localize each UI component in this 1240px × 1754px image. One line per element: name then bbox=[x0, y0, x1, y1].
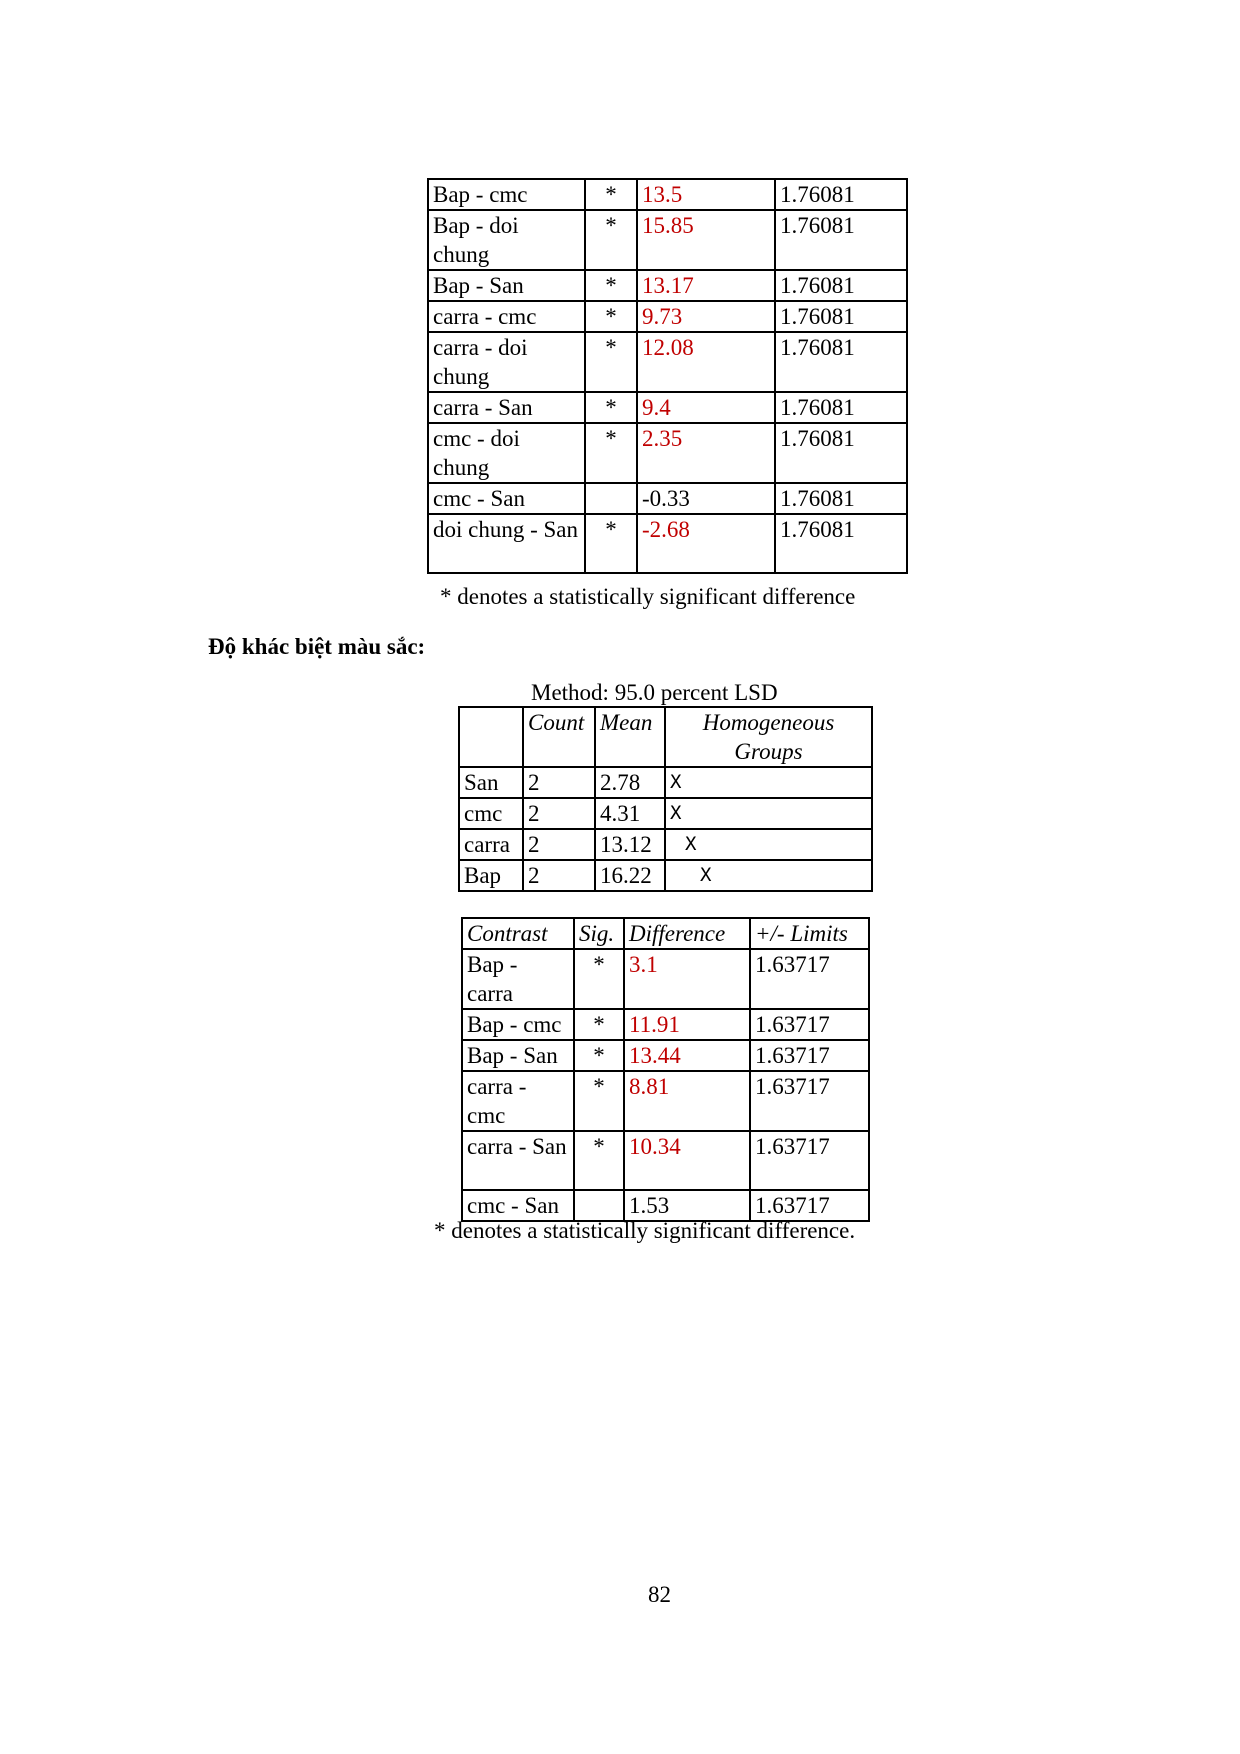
difference-cell: 12.08 bbox=[637, 332, 775, 392]
contrast-cell: Bap - cmc bbox=[462, 1009, 574, 1040]
header-sig: Sig. bbox=[574, 918, 624, 949]
difference-cell: 13.44 bbox=[624, 1040, 750, 1071]
difference-cell: 15.85 bbox=[637, 210, 775, 270]
header-difference: Difference bbox=[624, 918, 750, 949]
sig-cell: * bbox=[585, 301, 637, 332]
limit-cell: 1.76081 bbox=[775, 514, 907, 573]
label-cell: carra bbox=[459, 829, 523, 860]
group-cell bbox=[665, 829, 872, 860]
difference-cell: 10.34 bbox=[624, 1131, 750, 1190]
table-row bbox=[428, 392, 907, 423]
contrast-cell: Bap - San bbox=[428, 270, 585, 301]
header-limits: +/- Limits bbox=[750, 918, 869, 949]
difference-cell: 1.53 bbox=[624, 1190, 750, 1221]
difference-cell: 8.81 bbox=[624, 1071, 750, 1131]
difference-cell: 2.35 bbox=[637, 423, 775, 483]
limit-cell: 1.76081 bbox=[775, 332, 907, 392]
mean-cell: 2.78 bbox=[595, 767, 665, 798]
table-row bbox=[428, 301, 907, 332]
limit-cell: 1.76081 bbox=[775, 392, 907, 423]
header-groups: Homogeneous Groups bbox=[665, 707, 872, 767]
contrast-cell: Bap - San bbox=[462, 1040, 574, 1071]
contrast-cell: Bap - cmc bbox=[428, 179, 585, 210]
section-heading: Độ khác biệt màu sắc: bbox=[208, 634, 426, 659]
contrast-cell: carra - San bbox=[462, 1131, 574, 1190]
sig-cell: * bbox=[585, 514, 637, 573]
table-row bbox=[428, 514, 907, 573]
count-cell: 2 bbox=[523, 798, 595, 829]
contrast-table-1 bbox=[427, 178, 908, 574]
contrast-cell: Bap - doi chung bbox=[428, 210, 585, 270]
group-cell bbox=[665, 767, 872, 798]
table-row bbox=[428, 179, 907, 210]
page-number: 82 bbox=[648, 1582, 671, 1607]
table-row bbox=[462, 1071, 869, 1131]
table-row bbox=[428, 270, 907, 301]
contrast-cell: carra - cmc bbox=[428, 301, 585, 332]
limit-cell: 1.76081 bbox=[775, 423, 907, 483]
limit-cell: 1.63717 bbox=[750, 1071, 869, 1131]
sig-cell: * bbox=[585, 270, 637, 301]
limit-cell: 1.63717 bbox=[750, 949, 869, 1009]
limit-cell: 1.63717 bbox=[750, 1131, 869, 1190]
sig-cell: * bbox=[574, 1040, 624, 1071]
mean-cell: 13.12 bbox=[595, 829, 665, 860]
sig-cell: * bbox=[585, 423, 637, 483]
header-mean: Mean bbox=[595, 707, 665, 767]
sig-cell bbox=[585, 483, 637, 514]
limit-cell: 1.76081 bbox=[775, 270, 907, 301]
table3-footnote: * denotes a statistically significant difference. bbox=[434, 1218, 856, 1243]
sig-cell: * bbox=[585, 332, 637, 392]
sig-cell: * bbox=[574, 949, 624, 1009]
table-row bbox=[459, 767, 872, 798]
limit-cell: 1.76081 bbox=[775, 301, 907, 332]
homogeneous-groups-table bbox=[458, 706, 873, 892]
limit-cell: 1.76081 bbox=[775, 483, 907, 514]
sig-cell: * bbox=[574, 1131, 624, 1190]
contrast-cell: carra - doi chung bbox=[428, 332, 585, 392]
table-header-row bbox=[459, 707, 872, 767]
contrast-cell: doi chung - San bbox=[428, 514, 585, 573]
sig-cell: * bbox=[574, 1071, 624, 1131]
table-row bbox=[428, 483, 907, 514]
label-cell: Bap bbox=[459, 860, 523, 891]
difference-cell: -2.68 bbox=[637, 514, 775, 573]
group-cell bbox=[665, 798, 872, 829]
table-row bbox=[462, 1009, 869, 1040]
contrast-cell: Bap - carra bbox=[462, 949, 574, 1009]
sig-cell: * bbox=[585, 210, 637, 270]
table-row bbox=[462, 949, 869, 1009]
table-row bbox=[459, 860, 872, 891]
difference-cell: 13.5 bbox=[637, 179, 775, 210]
group-cell bbox=[665, 860, 872, 891]
sig-cell: * bbox=[574, 1009, 624, 1040]
table-row bbox=[428, 423, 907, 483]
limit-cell: 1.63717 bbox=[750, 1009, 869, 1040]
group-marker: X bbox=[685, 833, 697, 855]
contrast-cell: cmc - San bbox=[428, 483, 585, 514]
count-cell: 2 bbox=[523, 860, 595, 891]
group-marker: X bbox=[700, 864, 712, 886]
table-row bbox=[428, 332, 907, 392]
count-cell: 2 bbox=[523, 767, 595, 798]
header-contrast: Contrast bbox=[462, 918, 574, 949]
table-row bbox=[428, 210, 907, 270]
contrast-cell: carra - San bbox=[428, 392, 585, 423]
label-cell: San bbox=[459, 767, 523, 798]
contrast-table-2 bbox=[461, 917, 870, 1222]
difference-cell: 11.91 bbox=[624, 1009, 750, 1040]
limit-cell: 1.76081 bbox=[775, 179, 907, 210]
difference-cell: -0.33 bbox=[637, 483, 775, 514]
table-row bbox=[462, 1040, 869, 1071]
sig-cell: * bbox=[585, 179, 637, 210]
difference-cell: 3.1 bbox=[624, 949, 750, 1009]
table-row bbox=[462, 1131, 869, 1190]
contrast-cell: cmc - San bbox=[462, 1190, 574, 1221]
limit-cell: 1.76081 bbox=[775, 210, 907, 270]
table1-footnote: * denotes a statistically significant difference bbox=[440, 584, 856, 609]
contrast-cell: cmc - doi chung bbox=[428, 423, 585, 483]
sig-cell: * bbox=[585, 392, 637, 423]
limit-cell: 1.63717 bbox=[750, 1190, 869, 1221]
method-caption: Method: 95.0 percent LSD bbox=[531, 680, 778, 705]
count-cell: 2 bbox=[523, 829, 595, 860]
group-marker: X bbox=[670, 802, 682, 824]
mean-cell: 4.31 bbox=[595, 798, 665, 829]
difference-cell: 9.73 bbox=[637, 301, 775, 332]
table-row bbox=[459, 798, 872, 829]
difference-cell: 9.4 bbox=[637, 392, 775, 423]
difference-cell: 13.17 bbox=[637, 270, 775, 301]
header-blank bbox=[459, 707, 523, 767]
contrast-cell: carra - cmc bbox=[462, 1071, 574, 1131]
group-marker: X bbox=[670, 771, 682, 793]
limit-cell: 1.63717 bbox=[750, 1040, 869, 1071]
table-header-row bbox=[462, 918, 869, 949]
label-cell: cmc bbox=[459, 798, 523, 829]
header-count: Count bbox=[523, 707, 595, 767]
mean-cell: 16.22 bbox=[595, 860, 665, 891]
table-row bbox=[459, 829, 872, 860]
